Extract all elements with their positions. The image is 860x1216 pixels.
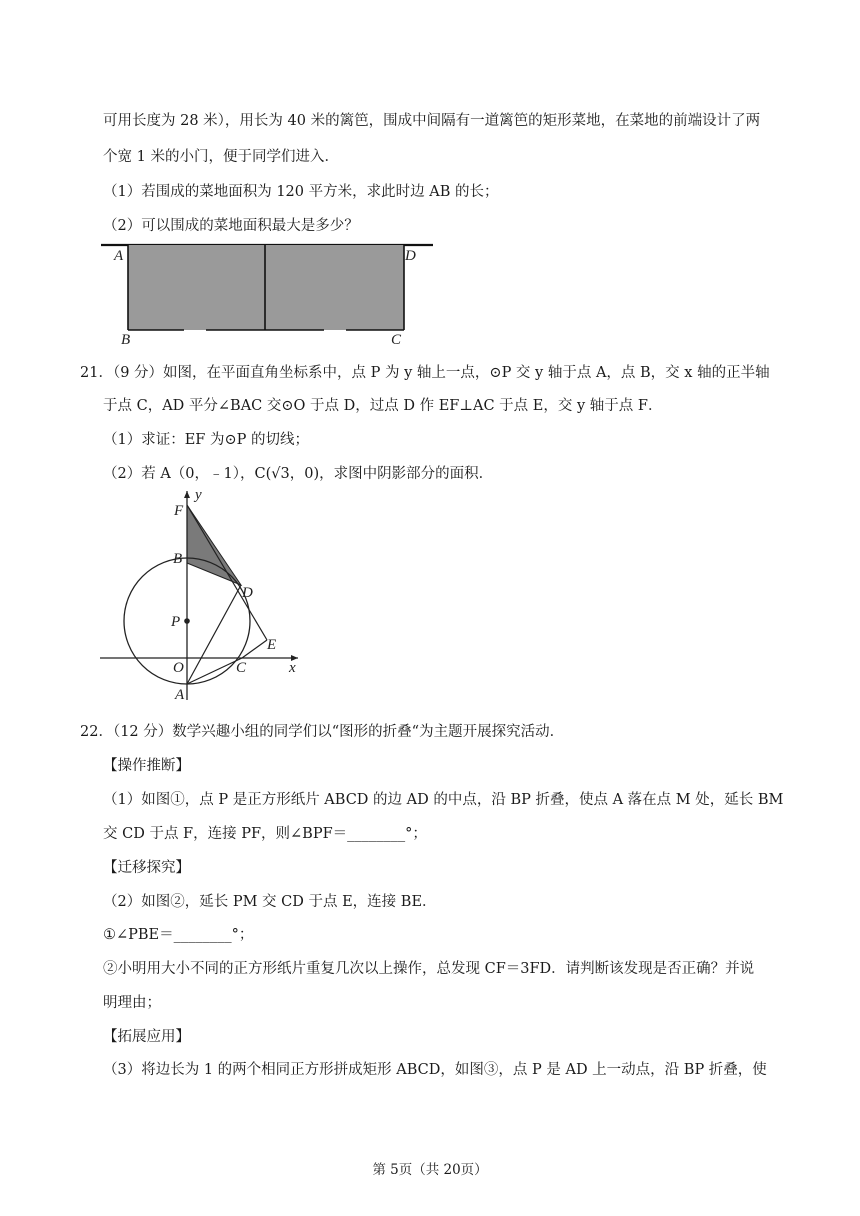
coordinate-figure — [95, 485, 310, 710]
label-E: E — [267, 637, 277, 653]
garden-area — [128, 245, 404, 330]
text-line-3: （1）若围成的菜地面积为 120 平方米，求此时边 AB 的长； — [103, 184, 499, 200]
point-p — [184, 618, 190, 624]
label-C2: C — [236, 660, 247, 676]
text-line-13: 【迁移探究】 — [103, 860, 190, 876]
text-line-19: （3）将边长为 1 的两个相同正方形拼成矩形 ABCD，如图③，点 P 是 AD 上一动点，沿 BP 折叠，使 — [103, 1062, 767, 1078]
text-line-15: ①∠PBE＝________°； — [103, 927, 254, 943]
label-D: D — [405, 248, 416, 264]
garden-figure — [95, 238, 440, 348]
text-line-8: （2）若 A（0，﹣1），C(√3，0)，求图中阴影部分的面积． — [103, 466, 494, 482]
label-F: F — [174, 503, 184, 519]
text-line-6: 于点 C，AD 平分∠BAC 交⊙O 于点 D，过点 D 作 EF⊥AC 于点 E，交 y 轴于点 F． — [103, 398, 663, 414]
shaded-region — [187, 505, 241, 585]
label-A2: A — [175, 687, 185, 703]
label-B: B — [121, 332, 131, 348]
text-line-1: 可用长度为 28 米），用长为 40 米的篱笆，围成中间隔有一道篱笆的矩形菜地，在菜地的前端设计了两 — [103, 113, 761, 129]
label-x: x — [289, 660, 296, 676]
text-line-12: 交 CD 于点 F，连接 PF，则∠BPF＝________°； — [103, 826, 427, 842]
label-y: y — [195, 487, 202, 503]
text-line-17: 明理由； — [103, 995, 161, 1011]
label-A: A — [114, 248, 124, 264]
label-D2: D — [242, 585, 253, 601]
label-O: O — [173, 660, 184, 676]
text-line-10: 【操作推断】 — [103, 758, 190, 774]
label-P: P — [171, 614, 181, 630]
text-line-5: 21．（9 分）如图，在平面直角坐标系中，点 P 为 y 轴上一点，⊙P 交 y 轴于点 A，点 B，交 x 轴的正半轴 — [80, 365, 770, 381]
label-B2: B — [173, 551, 183, 567]
label-C: C — [391, 332, 402, 348]
text-line-18: 【拓展应用】 — [103, 1029, 190, 1045]
page-footer: 第 5页（共 20页） — [372, 1162, 488, 1178]
text-line-16: ②小明用大小不同的正方形纸片重复几次以上操作，总发现 CF＝3FD．请判断该发现是否正确？并说 — [103, 961, 755, 977]
text-line-2: 个宽 1 米的小门，便于同学们进入． — [103, 149, 339, 165]
text-line-14: （2）如图②，延长 PM 交 CD 于点 E，连接 BE． — [103, 894, 437, 910]
text-line-9: 22．（12 分）数学兴趣小组的同学们以“图形的折叠“为主题开展探究活动． — [80, 724, 565, 740]
text-line-4: （2）可以围成的菜地面积最大是多少？ — [103, 218, 359, 234]
text-line-11: （1）如图①，点 P 是正方形纸片 ABCD 的边 AD 的中点，沿 BP 折叠，使点 A 落在点 M 处，延长 BM — [103, 792, 784, 808]
text-line-7: （1）求证：EF 为⊙P 的切线； — [103, 432, 309, 448]
